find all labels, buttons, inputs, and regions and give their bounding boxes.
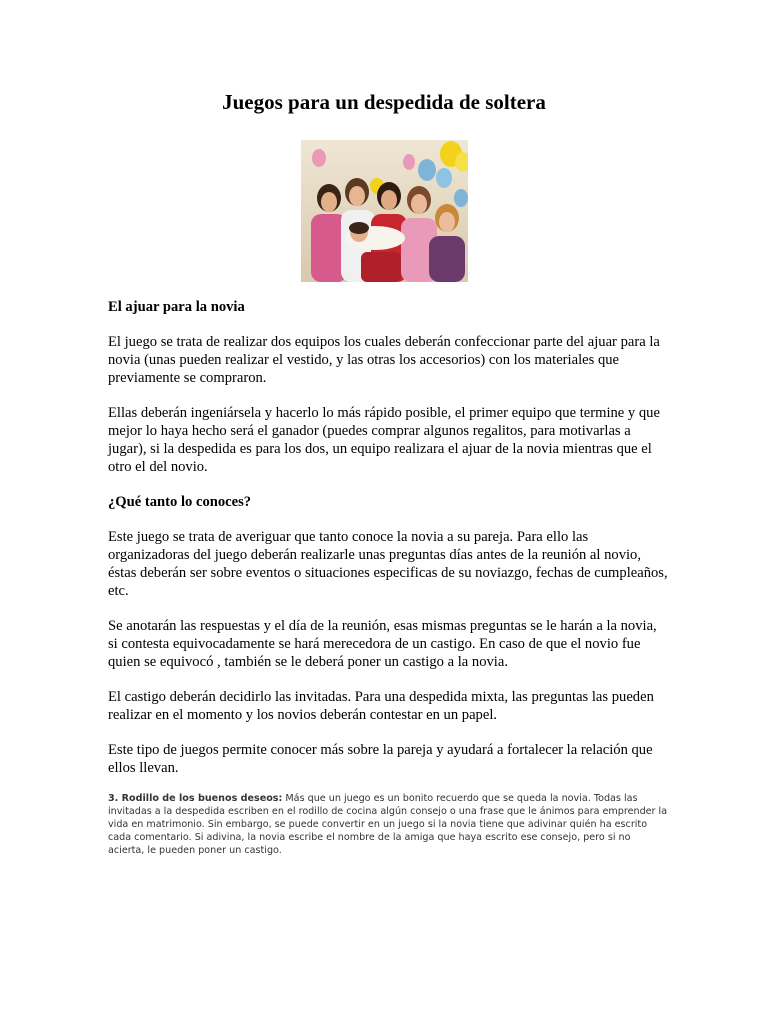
paragraph: Este tipo de juegos permite conocer más sobre la pareja y ayudará a fortalecer la relación que ellos llevan. — [108, 742, 653, 776]
pasted-note — [108, 792, 668, 857]
note-lead: 3. Rodillo de los buenos deseos: — [108, 793, 283, 804]
paragraph: Se anotarán las respuestas y el día de la reunión, esas mismas preguntas se le harán a la novia, si contesta equivocadamente se hará merecedora de un castigo. En caso de que el novio fue quien se equivocó , también se le deberá poner un castigo a la novia. — [108, 618, 657, 670]
party-photo — [301, 140, 468, 282]
paragraph: El castigo deberán decidirlo las invitadas. Para una despedida mixta, las preguntas las pueden realizar en el momento y los novios deberán contestar en un papel. — [108, 689, 654, 723]
article-body — [108, 298, 668, 794]
party-photo-illustration — [301, 140, 468, 282]
paragraph: Ellas deberán ingeniársela y hacerlo lo más rápido posible, el primer equipo que termine y que mejor lo haya hecho será el ganador (puedes comprar algunos regalitos, para motivarlas a jugar), si la despedida es para los dos, un equipo realizara el ajuar de la novia mientras que el otro el del novio. — [108, 405, 660, 475]
section-heading: El ajuar para la novia — [108, 299, 245, 315]
paragraph: El juego se trata de realizar dos equipos los cuales deberán confeccionar parte del ajuar para la novia (unas pueden realizar el vestido, y las otras los accesorios) con los materiales que previamente se compraron. — [108, 334, 660, 386]
section-heading: ¿Qué tanto lo conoces? — [108, 494, 252, 510]
note-text: Más que un juego es un bonito recuerdo que se queda la novia. Todas las invitadas a la despedida escriben en el rodillo de cocina algún consejo o una frase que le ánimos para emprender la vida en matrimonio. Sin embargo, se puede convertir en un juego si la novia tiene que adivinar quién ha escrito cada comentario. Si adivina, la novia escribe el nombre de la amiga que haya escrito ese consejo, pero si no acierta, le pueden poner un castigo. — [108, 793, 668, 856]
paragraph: Este juego se trata de averiguar que tanto conoce la novia a su pareja. Para ello las organizadoras del juego deberán realizarle unas preguntas días antes de la reunión al novio, éstas deberán ser sobre eventos o situaciones especificas de su noviazgo, fechas de cumpleaños, etc. — [108, 529, 668, 599]
page-title: Juegos para un despedida de soltera — [222, 90, 546, 114]
